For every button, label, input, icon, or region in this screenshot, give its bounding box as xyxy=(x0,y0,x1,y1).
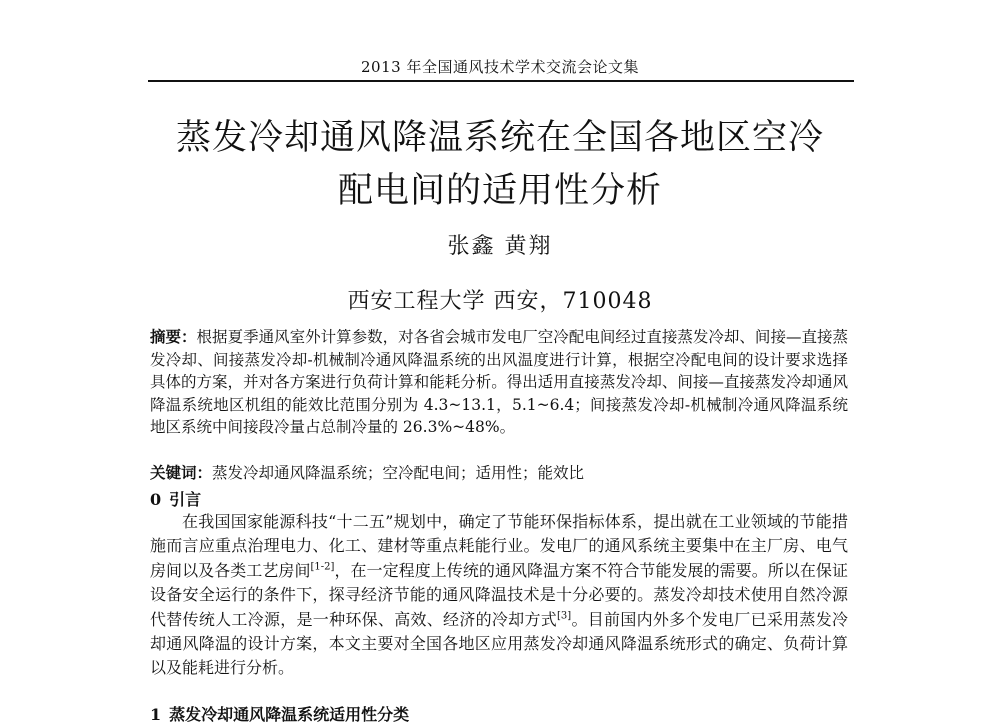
header-rule xyxy=(148,80,854,82)
paper-title-line-1: 蒸发冷却通风降温系统在全国各地区空冷 xyxy=(175,118,824,158)
citation-ref: [1-2] xyxy=(310,561,335,573)
abstract-text: 根据夏季通风室外计算参数，对各省会城市发电厂空冷配电间经过直接蒸发冷却、间接—直接蒸发冷却、间接蒸发冷却-机械制冷通风降温系统的出风温度进行计算，根据空冷配电间的设计要求选择具体的方案，并对各方案进行负荷计算和能耗分析。得出适用直接蒸发冷却、间接—直接蒸发冷却通风降温系统地区机组的能效比范围分别为 4.3~13.1，5.1~6.4；间接蒸发冷却-机械制冷通风降温系统地区系统中间接段冷量占总制冷量的 26.3%~48%。 xyxy=(150,328,848,437)
citation-ref: [3] xyxy=(557,610,572,622)
abstract xyxy=(150,326,848,439)
section-number: 1 xyxy=(150,705,162,724)
running-header: 2013 年全国通风技术学术交流会论文集 xyxy=(361,58,639,76)
intro-text-2: ，在一定程度上传统的通风降温方案不符合节能发展的需要。所以在保证设备安全运行的条件下，探寻经济节能的通风降温技术是十分必要的。蒸发冷却技术使用自然冷源代替传统人工冷源，是一种环保、高效、经济的冷却方式 xyxy=(150,560,848,629)
section-number: 0 xyxy=(150,490,162,509)
section-heading-1 xyxy=(150,702,409,725)
affiliation: 西安工程大学 西安，710048 xyxy=(347,289,653,314)
intro-text-3: 。目前国内外多个发电厂已采用蒸发冷却通风降温的设计方案，本文主要对全国各地区应用蒸发冷却通风降温系统形式的确定、负荷计算以及能耗进行分析。 xyxy=(150,609,848,678)
authors: 张鑫 黄翔 xyxy=(447,234,553,259)
paper-title-line-2: 配电间的适用性分析 xyxy=(337,171,662,211)
section-title: 引言 xyxy=(169,490,202,509)
abstract-label: 摘要： xyxy=(150,327,197,346)
section-title: 蒸发冷却通风降温系统适用性分类 xyxy=(169,705,410,724)
keywords-label: 关键词： xyxy=(150,463,213,482)
introduction-paragraph xyxy=(150,510,848,681)
intro-text-1: 在我国国家能源科技“十二五”规划中，确定了节能环保指标体系，提出就在工业领域的节能措施而言应重点治理电力、化工、建材等重点耗能行业。发电厂的通风系统主要集中在主厂房、电气房间以及各类工艺房间 xyxy=(150,512,848,580)
section-heading-introduction xyxy=(150,487,201,510)
keywords-text: 蒸发冷却通风降温系统；空冷配电间；适用性；能效比 xyxy=(212,464,585,482)
keywords xyxy=(150,462,848,484)
